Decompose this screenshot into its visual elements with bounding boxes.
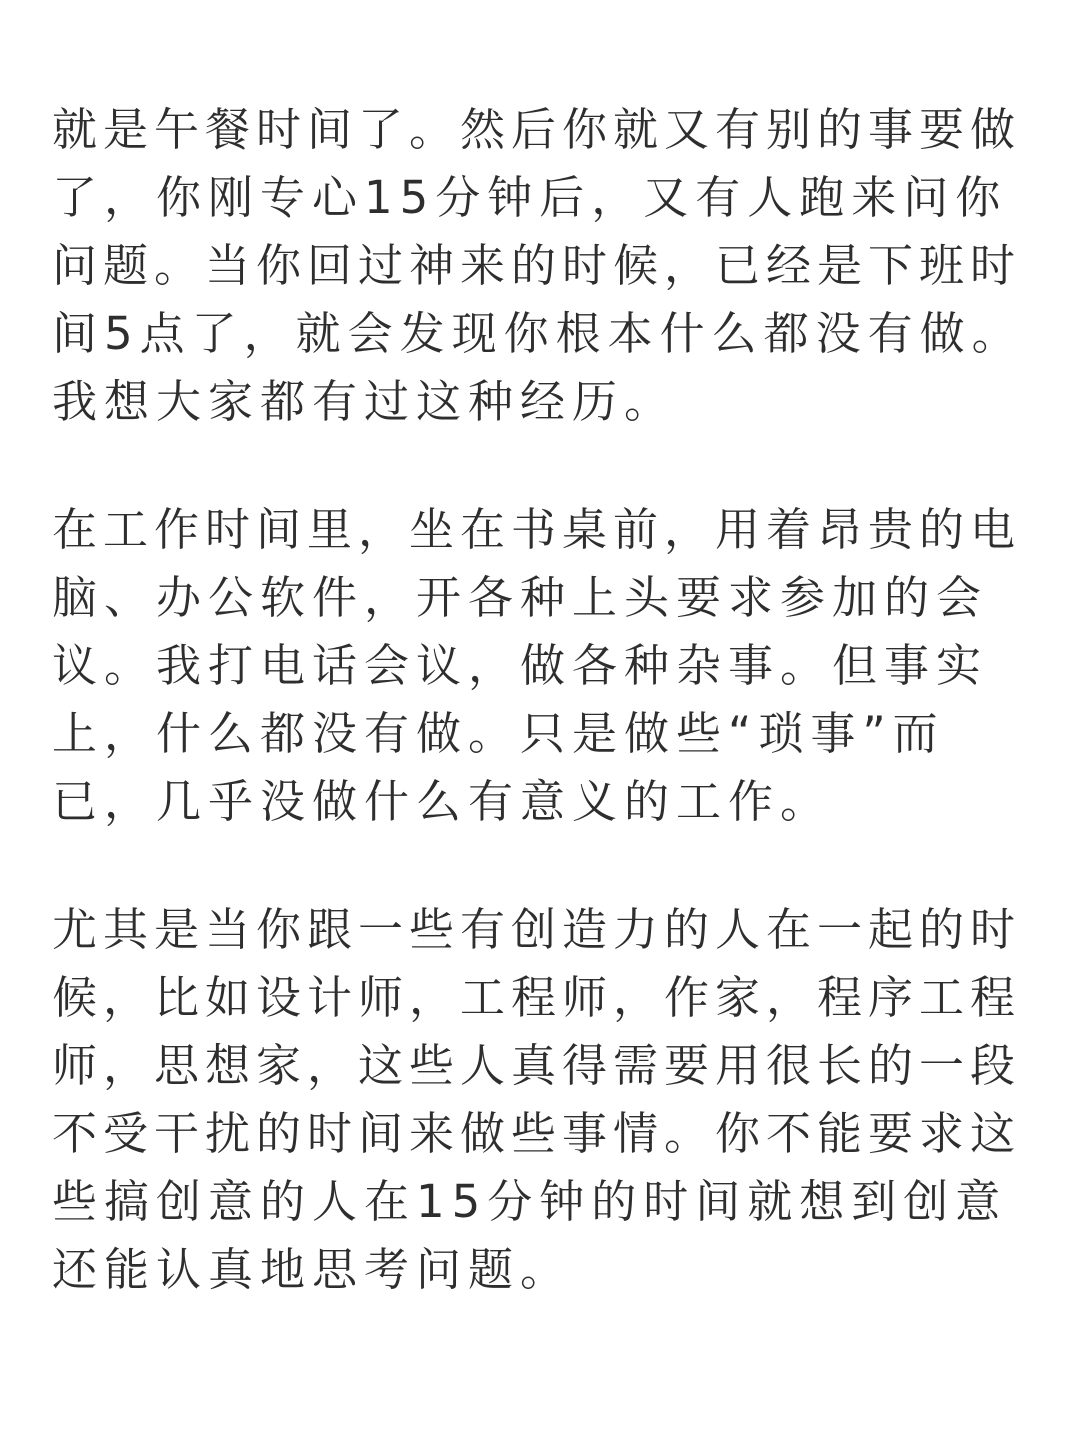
- text-line: 问题。当你回过神来的时候，已经是下班时: [52, 239, 1022, 292]
- paragraph-3: [52, 896, 1028, 1304]
- text-line: 师，思想家，这些人真得需要用很长的一段: [52, 1039, 1022, 1092]
- text-line: 我想大家都有过这种经历。: [52, 375, 677, 428]
- text-line: 不受干扰的时间来做些事情。你不能要求这: [52, 1107, 1022, 1160]
- paragraph-spacer: [52, 836, 1028, 896]
- paragraph-2: [52, 496, 1028, 836]
- text-line: 间5点了，就会发现你根本什么都没有做。: [52, 307, 1024, 360]
- article-body: [52, 96, 1028, 1304]
- text-line: 议。我打电话会议，做各种杂事。但事实: [52, 639, 989, 692]
- text-line: 已，几乎没做什么有意义的工作。: [52, 775, 833, 828]
- paragraph-1: [52, 96, 1028, 436]
- text-line: 在工作时间里，坐在书桌前，用着昂贵的电: [52, 503, 1022, 556]
- paragraph-spacer: [52, 436, 1028, 496]
- text-line: 就是午餐时间了。然后你就又有别的事要做: [52, 103, 1022, 156]
- text-line: 上，什么都没有做。只是做些“琐事”而: [52, 707, 945, 760]
- text-line: 候，比如设计师，工程师，作家，程序工程: [52, 971, 1022, 1024]
- text-line: 脑、办公软件，开各种上头要求参加的会: [52, 571, 989, 624]
- text-line: 些搞创意的人在15分钟的时间就想到创意: [52, 1175, 1008, 1228]
- text-line: 还能认真地思考问题。: [52, 1243, 573, 1296]
- text-line: 了，你刚专心15分钟后，又有人跑来问你: [52, 171, 1008, 224]
- text-line: 尤其是当你跟一些有创造力的人在一起的时: [52, 903, 1022, 956]
